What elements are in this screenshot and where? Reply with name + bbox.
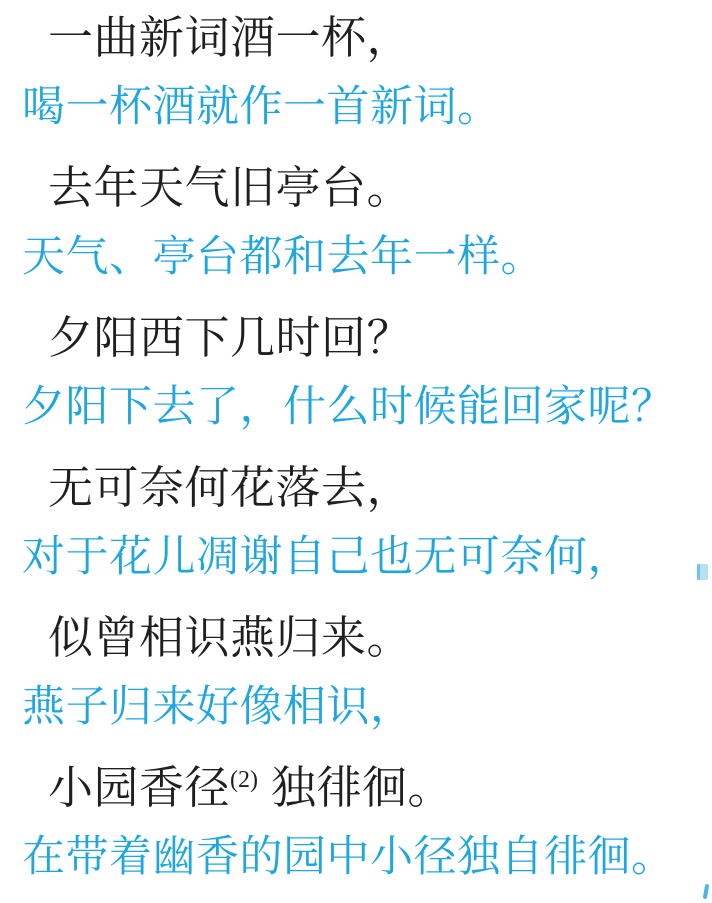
verse-text: 小园香径 xyxy=(48,762,231,813)
translation-line: 在带着幽香的园中小径独自徘徊。 xyxy=(22,833,675,881)
verse-line xyxy=(0,162,712,214)
verse-text: 一曲新词酒一杯， xyxy=(48,12,413,63)
translation-line: 天气、亭台都和去年一样。 xyxy=(22,233,544,281)
poem-section xyxy=(0,162,712,280)
poem-section xyxy=(0,12,712,130)
poem-section xyxy=(0,312,712,430)
translation-line: 对于花儿凋谢自己也无可奈何， xyxy=(22,533,631,581)
poem-section xyxy=(0,462,712,580)
translation-line: 夕阳下去了，什么时候能回家呢？ xyxy=(22,383,675,431)
verse-text: 无可奈何花落去， xyxy=(48,462,413,513)
verse-line xyxy=(0,312,712,364)
verse-line xyxy=(0,462,712,514)
cropped-text-fragment xyxy=(703,884,710,899)
translation-line: 喝一杯酒就作一首新词。 xyxy=(22,83,501,131)
verse-text: 去年天气旧亭台。 xyxy=(48,162,413,213)
cropped-text-fragment xyxy=(697,564,708,580)
poem-section xyxy=(0,612,712,730)
verse-line xyxy=(0,612,712,664)
verse-line xyxy=(0,12,712,64)
verse-line xyxy=(0,762,712,814)
verse-text: 夕阳西下几时回？ xyxy=(48,312,413,363)
poem-section xyxy=(0,762,712,880)
verse-text-after-note: 独徘徊。 xyxy=(258,762,454,813)
translation-line: 燕子归来好像相识， xyxy=(22,683,414,731)
verse-text: 似曾相识燕归来。 xyxy=(48,612,413,663)
footnote-marker: (2) xyxy=(230,767,258,793)
